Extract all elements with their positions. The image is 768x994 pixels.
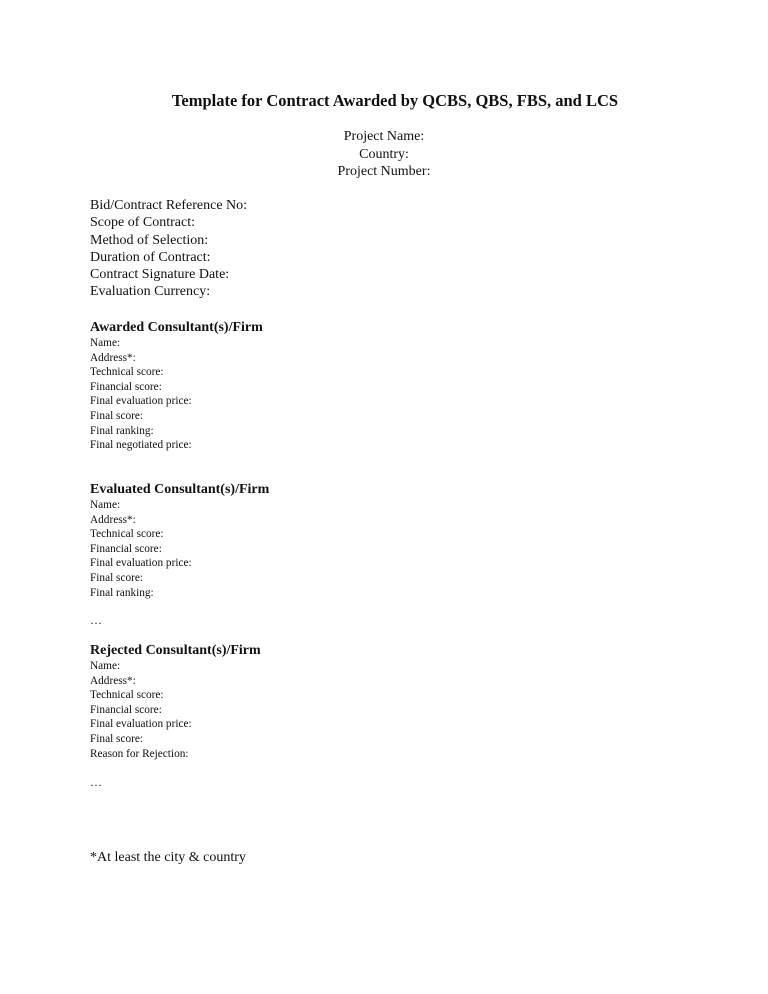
field-label: Name: xyxy=(90,499,121,511)
field-label: Final score: xyxy=(90,409,144,422)
field-label: Reason for Rejection: xyxy=(90,747,189,760)
evaluated-fields xyxy=(90,498,269,600)
field-label: Technical score: xyxy=(90,528,164,541)
contract-field: Evaluation Currency: xyxy=(90,284,211,300)
contract-field: Scope of Contract: xyxy=(90,215,195,231)
field-label: Final negotiated price: xyxy=(90,439,192,452)
field-label: Address*: xyxy=(90,513,136,526)
evaluated-section xyxy=(90,481,269,600)
awarded-section xyxy=(90,319,263,453)
contract-field: Duration of Contract: xyxy=(90,249,211,265)
evaluated-heading: Evaluated Consultant(s)/Firm xyxy=(90,482,270,497)
field-label: Final score: xyxy=(90,571,144,584)
field-label: Address*: xyxy=(90,351,136,364)
rejected-fields xyxy=(90,659,261,761)
field-label: Final evaluation price: xyxy=(90,718,192,731)
evaluated-ellipsis: … xyxy=(90,613,102,627)
field-label: Final ranking: xyxy=(90,424,154,437)
document-title: Template for Contract Awarded by QCBS, QBS, FBS, and LCS xyxy=(171,91,619,110)
field-label: Address*: xyxy=(90,674,136,687)
project-info xyxy=(0,128,768,181)
contract-field: Bid/Contract Reference No: xyxy=(90,198,248,213)
field-label: Financial score: xyxy=(90,542,162,555)
project-name-label: Project Name: xyxy=(343,129,425,144)
contract-field: Method of Selection: xyxy=(90,232,209,248)
field-label: Financial score: xyxy=(90,380,162,393)
field-label: Final ranking: xyxy=(90,586,154,599)
rejected-heading: Rejected Consultant(s)/Firm xyxy=(90,643,261,658)
awarded-fields xyxy=(90,336,263,453)
rejected-ellipsis: … xyxy=(90,775,102,789)
country-label: Country: xyxy=(359,146,409,162)
address-footnote: *At least the city & country xyxy=(90,850,246,865)
field-label: Final evaluation price: xyxy=(90,395,192,408)
field-label: Financial score: xyxy=(90,703,162,716)
field-label: Name: xyxy=(90,337,121,349)
rejected-section xyxy=(90,642,261,761)
field-label: Technical score: xyxy=(90,366,164,379)
field-label: Final score: xyxy=(90,732,144,745)
awarded-heading: Awarded Consultant(s)/Firm xyxy=(90,320,263,335)
field-label: Final evaluation price: xyxy=(90,557,192,570)
contract-field: Contract Signature Date: xyxy=(90,267,230,283)
field-label: Name: xyxy=(90,660,121,672)
project-number-label: Project Number: xyxy=(337,164,431,179)
contract-info xyxy=(90,197,247,301)
field-label: Technical score: xyxy=(90,689,164,702)
